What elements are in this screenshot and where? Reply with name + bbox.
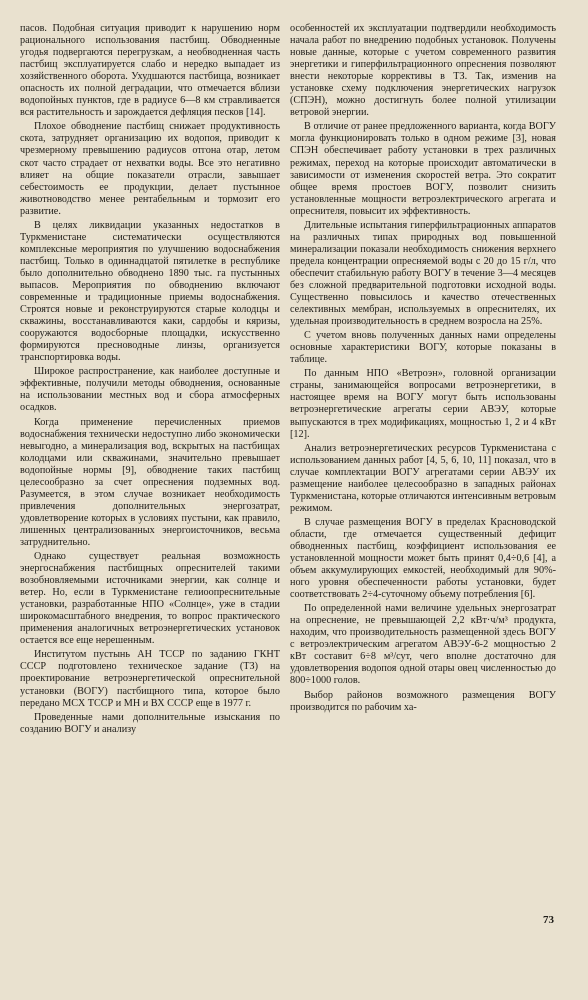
paragraph: По определенной нами величине удельных энергозатрат на опреснение, не превышающей 2,2 кВт·ч/м³ продукта, находим, что производительность размещенной здесь ВОГУ с ветроэлектрическим агрегатом АВЭУ-6-2 мощностью 2 кВт составит 6÷8 м³/сут, чего вполне достаточно для удовлетворения водопоя одной отары овец численностью до 800÷1000 голов. <box>290 603 556 687</box>
paragraph: В случае размещения ВОГУ в пределах Красноводской области, где отмечается существенный дефицит обводненных пастбищ, коэффициент использования ее установленной мощности может быть принят 0,4÷0,6 [4], а объем аккумулирующих емкостей, необходимый для 90%-ного уровня обеспеченности работы установки, будет соответствовать 2÷4-суточному объему потребления [6]. <box>290 516 556 601</box>
paragraph: По данным НПО «Ветроэн», головной организации страны, занимающейся вопросами ветроэнергетики, в настоящее время на ВОГУ могут быть использованы ветроэнергетические агрегаты серии АВЭУ, которые выпускаются в трех модификациях, мощностью 1, 2 и 4 кВт [12]. <box>290 368 556 440</box>
paragraph: В отличие от ранее предложенного варианта, когда ВОГУ могла функционировать только в одном режиме [3], новая СПЭН обеспечивает работу установки в трех различных режимах, переход на которые происходит автоматически в зависимости от изменения скоростей ветра. Это сократит общее время простоев ВОГУ, позволит снизить установленные мощности ветроэлектрического агрегата и опреснителя, повысит их эффективность. <box>290 121 556 217</box>
paragraph: Когда применение перечисленных приемов водоснабжения технически недоступно либо экономически невыгодно, а минерализация вод, вскрытых на пастбищах колодцами или скважинами, значительно превышает водопойные нормы [9], обводнение таких пастбищ целесообразно за счет опреснения подземных вод. Разумеется, в этом случае возникает необходимость привлечения дополнительных энергозатрат, удовлетворение которых в условиях пустыни, как правило, лишенных централизованных энергоисточников, весьма затруднительно. <box>20 416 280 548</box>
paragraph: Институтом пустынь АН ТССР по заданию ГКНТ СССР подготовлено техническое задание (ТЗ) на проектирование ветроэнергетической опреснительной установки (ВОГУ) пастбищного типа, которое было передано МСХ ТССР и МН и ВХ СССР еще в 1977 г. <box>20 649 280 709</box>
paragraph: пасов. Подобная ситуация приводит к нарушению норм рационального использования пастбищ. Обводненные угодья подвергаются перегрузкам, а необводненная часть пастбищ эксплуатируется слабо и нередко выпадает из хозяйственного оборота. Ухудшаются пастбища, возникает опасность их полной деградации, что отмечается вблизи водопойных пунктов, где в радиусе 6—8 км стравливается вся растительность и зарождается дефляция песков [14]. <box>20 23 280 119</box>
paragraph: Длительные испытания гиперфильтрационных аппаратов на различных типах природных вод повышенной минерализации показали необходимость снижения верхнего предела концентрации опресняемой воды с 20 до 15 г/л, что обеспечит стабильную работу ВОГУ в течение 3—4 месяцев без сложной предварительной подготовки исходной воды. Существенно повысилось и качество отечественных селективных мембран, используемых в опреснителях, их удельная производительность в среднем возросла на 25%. <box>290 219 556 328</box>
paragraph: Плохое обводнение пастбищ снижает продуктивность скота, затрудняет организацию их водопоя, приводит к чрезмерному превышению радиусов отгона отар, летом скот часто страдает от нехватки воды. Все это негативно влияет на общие показатели отрасли, завышает себестоимость ее продукции, делает пустынное животноводство менее рентабельным и тормозит его развитие. <box>20 121 280 217</box>
paragraph: С учетом вновь полученных данных нами определены основные характеристики ВОГУ, которые показаны в таблице. <box>290 330 556 366</box>
right-column <box>290 23 556 714</box>
paragraph: Широкое распространение, как наиболее доступные и эффективные, получили методы обводнения, основанные на использовании местных вод и сбора атмосферных осадков. <box>20 366 280 414</box>
paragraph: Выбор районов возможного размещения ВОГУ производится по рабочим ха- <box>290 689 556 713</box>
paragraph: Анализ ветроэнергетических ресурсов Туркменистана с использованием данных работ [4, 5, 6, 10, 11] показал, что в случае комплектации ВОГУ агрегатами серии АВЭУ их размещение наиболее целесообразно в западных районах Туркменистана, которые отличаются интенсивным ветровым режимом. <box>290 442 556 514</box>
page-number: 73 <box>543 914 554 926</box>
paragraph: особенностей их эксплуатации подтвердили необходимость начала работ по внедрению подобных установок. Получены новые данные, которые с учетом современного развития энергетики и гиперфильтрационного опреснения позволяют внести некоторые коррективы в ТЗ. Так, изменив на установке схему подключения энергетических нагрузок (СПЭН), можно достигнуть более полной утилизации ветровой энергии. <box>290 23 556 119</box>
left-column <box>20 23 280 736</box>
paragraph: В целях ликвидации указанных недостатков в Туркменистане систематически осуществляются комплексные мероприятия по улучшению водоснабжения пастбищ. Только в одиннадцатой пятилетке в республике было дополнительно обводнено 1890 тыс. га пустынных выпасов. Мероприятия по обводнению включают современные и традиционные приемы водоснабжения. Строятся новые и реконструируются старые колодцы и скважины, восстанавливаются каки, сардобы и кяризы, сооружаются водосборные площадки, искусственно формируются пресноводные линзы, организуется транспортировка воды. <box>20 219 280 364</box>
paragraph: Однако существует реальная возможность энергоснабжения пастбищных опреснителей такими возобновляемыми источниками энергии, как солнце и ветер. Но, если в Туркменистане гелиоопреснительные установки, разработанные НПО «Солнце», уже в стадии широкомасштабного внедрения, то вопрос практического применения аналогичных ветроэнергетических установок остается все еще нерешенным. <box>20 551 280 647</box>
paragraph: Проведенные нами дополнительные изыскания по созданию ВОГУ и анализу <box>20 711 280 735</box>
